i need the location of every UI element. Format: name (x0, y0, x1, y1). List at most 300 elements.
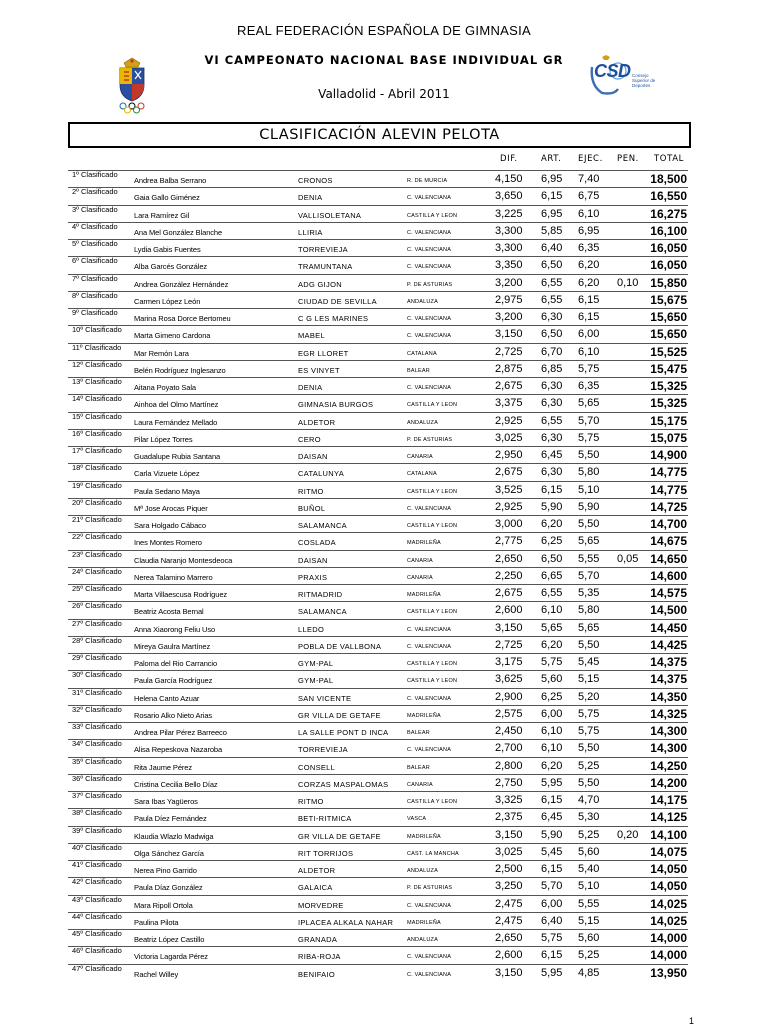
row-divider (68, 308, 688, 309)
row-dif-score: 3,200 (495, 311, 523, 323)
row-club: ALDETOR (298, 417, 336, 427)
row-divider (68, 325, 688, 326)
row-ejec-score: 6,20 (578, 276, 600, 289)
row-divider (68, 463, 688, 464)
table-row (0, 187, 768, 204)
row-art-score: 5,60 (541, 673, 563, 686)
table-row (0, 550, 768, 567)
row-total-score: 15,325 (650, 379, 687, 393)
row-art-score: 5,70 (541, 880, 563, 893)
row-dif-score: 3,250 (495, 880, 523, 893)
row-position: 31º Clasificado (72, 687, 122, 697)
row-divider (68, 843, 688, 844)
table-row (0, 826, 768, 843)
row-total-score: 15,525 (650, 344, 687, 359)
row-dif-score: 3,025 (495, 845, 523, 858)
row-gymnast-name: Aitana Poyato Sala (134, 383, 196, 392)
row-total-score: 14,425 (650, 637, 687, 652)
row-divider (68, 498, 688, 499)
row-region: CASTILLA Y LEON (407, 678, 458, 685)
row-total-score: 14,350 (650, 689, 687, 704)
row-art-score: 6,85 (541, 362, 563, 375)
row-divider (68, 912, 688, 913)
row-ejec-score: 5,65 (578, 397, 600, 410)
row-club: BUÑOL (298, 503, 326, 513)
row-divider (68, 187, 688, 188)
row-art-score: 6,25 (541, 690, 563, 703)
row-dif-score: 3,150 (495, 828, 523, 841)
row-ejec-score: 5,50 (578, 776, 600, 789)
row-divider (68, 239, 688, 240)
row-position: 10º Clasificado (72, 325, 122, 335)
row-club: BENIFAIO (298, 969, 335, 979)
row-dif-score: 2,600 (495, 604, 523, 617)
row-club: DENIA (298, 193, 323, 203)
row-region: C. VALENCIANA (407, 247, 452, 253)
row-ejec-score: 6,15 (578, 311, 600, 323)
row-divider (68, 170, 688, 171)
row-gymnast-name: Paloma del Rio Carrancio (134, 659, 218, 668)
row-position: 14º Clasificado (72, 394, 122, 404)
row-dif-score: 3,025 (495, 431, 523, 444)
row-position: 9º Clasificado (72, 308, 118, 317)
row-position: 4º Clasificado (72, 221, 118, 231)
row-dif-score: 3,225 (495, 207, 523, 220)
table-row (0, 946, 768, 963)
row-total-score: 14,100 (650, 827, 687, 842)
row-total-score: 15,850 (650, 275, 687, 290)
row-total-score: 16,275 (650, 206, 687, 221)
row-gymnast-name: Olga Sánchez García (134, 848, 204, 858)
row-region: CASTILLA Y LEON (407, 402, 458, 409)
row-gymnast-name: Belén Rodríguez Inglesanzo (134, 365, 226, 375)
row-gymnast-name: Gaia Gallo Giménez (134, 193, 200, 203)
row-region: C. VALENCIANA (407, 954, 452, 961)
row-region: C. VALENCIANA (407, 264, 452, 271)
row-club: CATALUNYA (298, 469, 345, 479)
row-gymnast-name: Pilar López Torres (134, 434, 193, 444)
row-dif-score: 2,650 (495, 552, 523, 565)
row-art-score: 6,65 (541, 569, 563, 582)
row-dif-score: 2,250 (495, 569, 523, 582)
row-position: 26º Clasificado (72, 601, 122, 611)
row-total-score: 16,050 (650, 258, 687, 273)
table-row (0, 584, 768, 601)
row-total-score: 14,675 (650, 534, 687, 549)
row-position: 17º Clasificado (72, 446, 122, 455)
col-header-dif: DIF. (500, 154, 518, 164)
row-ejec-score: 4,85 (578, 966, 600, 979)
row-divider (68, 601, 688, 602)
classification-title-box (68, 122, 691, 148)
row-club: SALAMANCA (298, 521, 347, 530)
row-position: 42º Clasificado (72, 877, 122, 887)
row-dif-score: 3,325 (495, 794, 523, 806)
row-region: C. VALENCIANA (407, 643, 452, 650)
row-divider (68, 722, 688, 723)
row-divider (68, 757, 688, 758)
row-region: CASTILLA Y LEON (407, 609, 458, 616)
row-total-score: 14,700 (650, 517, 687, 531)
row-total-score: 15,675 (650, 292, 687, 307)
row-position: 1º Clasificado (72, 170, 118, 179)
row-club: DAISAN (298, 452, 328, 461)
row-gymnast-name: Rachel Willey (134, 969, 179, 979)
row-club: IPLACEA ALKALA NAHAR (298, 917, 394, 927)
row-total-score: 15,325 (650, 396, 687, 411)
row-divider (68, 636, 688, 637)
row-divider (68, 653, 688, 654)
row-art-score: 5,75 (541, 932, 563, 944)
table-row (0, 705, 768, 722)
row-gymnast-name: Sara Holgado Cábaco (134, 521, 206, 530)
row-position: 33º Clasificado (72, 722, 122, 731)
row-gymnast-name: Marta Villaescusa Rodríguez (134, 590, 228, 599)
row-divider (68, 412, 688, 413)
federation-name: REAL FEDERACIÓN ESPAÑOLA DE GIMNASIA (237, 23, 531, 38)
row-club: ALDETOR (298, 866, 336, 875)
row-dif-score: 2,375 (495, 811, 523, 824)
row-total-score: 15,075 (650, 430, 687, 445)
row-art-score: 6,20 (541, 638, 563, 651)
row-dif-score: 2,950 (495, 449, 523, 461)
row-divider (68, 929, 688, 930)
row-divider (68, 515, 688, 516)
row-region: CASTILLA Y LEON (407, 212, 458, 219)
row-region: C. VALENCIANA (407, 385, 452, 391)
row-dif-score: 2,675 (495, 587, 523, 599)
row-ejec-score: 5,50 (578, 638, 600, 651)
row-region: C. VALENCIANA (407, 902, 452, 909)
row-total-score: 16,050 (650, 241, 687, 255)
row-art-score: 6,10 (541, 604, 563, 617)
row-divider (68, 532, 688, 533)
row-club: GYM-PAL (298, 659, 334, 668)
row-art-score: 6,25 (541, 535, 563, 548)
row-position: 21º Clasificado (72, 515, 122, 524)
table-row (0, 205, 768, 222)
csd-text-line-2: Superior de (632, 78, 656, 83)
row-club: VALLISOLETANA (298, 210, 362, 220)
row-dif-score: 3,375 (495, 397, 523, 410)
row-divider (68, 877, 688, 878)
table-row (0, 429, 768, 446)
row-position: 38º Clasificado (72, 808, 122, 818)
row-position: 40º Clasificado (72, 842, 122, 852)
row-ejec-score: 4,70 (578, 794, 600, 806)
row-art-score: 6,15 (541, 863, 563, 875)
row-gymnast-name: Mar Remón Lara (134, 348, 189, 358)
row-position: 35º Clasificado (72, 756, 122, 766)
row-art-score: 5,65 (541, 621, 563, 634)
row-club: EGR LLORET (298, 348, 349, 358)
row-position: 12º Clasificado (72, 359, 122, 369)
row-ejec-score: 6,15 (578, 293, 600, 306)
row-ejec-score: 7,40 (578, 173, 600, 185)
table-row (0, 394, 768, 411)
row-club: ES VINYET (298, 365, 340, 375)
row-position: 2º Clasificado (72, 187, 118, 197)
row-art-score: 6,00 (541, 707, 563, 720)
row-ejec-score: 5,75 (578, 431, 600, 444)
row-position: 37º Clasificado (72, 791, 122, 800)
row-club: CONSELL (298, 762, 336, 772)
row-gymnast-name: Mara Ripoll Ortola (134, 900, 193, 910)
row-gymnast-name: Mª Jose Arocas Piquer (134, 503, 208, 513)
row-position: 8º Clasificado (72, 290, 118, 300)
row-position: 36º Clasificado (72, 773, 122, 783)
row-divider (68, 291, 688, 292)
row-region: C. VALENCIANA (407, 505, 452, 512)
row-club: LA SALLE PONT D INCA (298, 728, 389, 737)
row-gymnast-name: Paula García Rodríguez (134, 676, 213, 686)
row-divider (68, 567, 688, 568)
row-total-score: 14,250 (650, 758, 687, 773)
row-art-score: 6,45 (541, 449, 563, 461)
table-row (0, 343, 768, 360)
row-gymnast-name: Andrea Pilar Pérez Barreeco (134, 728, 227, 737)
row-dif-score: 2,675 (495, 380, 523, 392)
row-dif-score: 2,925 (495, 500, 523, 513)
row-club: SALAMANCA (298, 607, 347, 617)
row-ejec-score: 5,50 (578, 518, 600, 530)
row-ejec-score: 5,50 (578, 449, 600, 461)
row-region: CASTILLA Y LEON (407, 523, 458, 529)
col-header-art: ART. (541, 154, 562, 164)
row-position: 29º Clasificado (72, 653, 122, 662)
row-club: GIMNASIA BURGOS (298, 400, 374, 410)
row-ejec-score: 5,75 (578, 362, 600, 375)
row-art-score: 5,75 (541, 656, 563, 668)
row-art-score: 5,90 (541, 828, 563, 841)
row-region: ANDALUZA (407, 298, 438, 305)
row-divider (68, 705, 688, 706)
csd-text-line-3: Deportes (632, 83, 651, 88)
row-ejec-score: 5,70 (578, 414, 600, 427)
table-row (0, 412, 768, 429)
row-club: RITMADRID (298, 590, 343, 599)
row-region: MADRILEÑA (407, 712, 441, 719)
row-total-score: 14,650 (650, 551, 687, 566)
row-position: 11º Clasificado (72, 342, 122, 352)
row-club: TRAMUNTANA (298, 262, 353, 272)
row-total-score: 15,475 (650, 361, 687, 376)
row-gymnast-name: Guadalupe Rubia Santana (134, 452, 221, 461)
row-region: CANARIA (407, 781, 433, 788)
row-ejec-score: 5,75 (578, 707, 600, 720)
row-position: 28º Clasificado (72, 635, 122, 645)
row-ejec-score: 6,00 (578, 328, 600, 341)
row-art-score: 6,15 (541, 949, 563, 962)
table-row (0, 670, 768, 687)
table-row (0, 601, 768, 618)
row-divider (68, 791, 688, 792)
row-gymnast-name: Anna Xiaorong Feliu Uso (134, 624, 216, 634)
row-dif-score: 2,450 (495, 725, 523, 737)
row-position: 43º Clasificado (72, 894, 122, 904)
row-region: MADRILEÑA (407, 833, 441, 840)
row-gymnast-name: Carmen López León (134, 296, 201, 306)
row-position: 3º Clasificado (72, 204, 118, 214)
row-gymnast-name: Paulina Pilota (134, 917, 179, 927)
row-region: VASCA (407, 816, 427, 823)
row-ejec-score: 6,35 (578, 380, 600, 392)
row-position: 24º Clasificado (72, 566, 122, 576)
row-region: C. VALENCIANA (407, 747, 452, 754)
row-club: BETI-RITMICA (298, 814, 352, 824)
row-position: 27º Clasificado (72, 618, 122, 628)
row-total-score: 14,500 (650, 603, 687, 618)
row-club: GRANADA (298, 935, 338, 944)
row-art-score: 6,55 (541, 276, 563, 289)
row-divider (68, 688, 688, 689)
row-total-score: 14,375 (650, 655, 687, 669)
row-region: CANARIA (407, 574, 433, 581)
row-dif-score: 3,175 (495, 656, 523, 668)
table-row (0, 843, 768, 860)
row-dif-score: 3,000 (495, 518, 523, 530)
row-ejec-score: 5,10 (578, 880, 600, 893)
table-row (0, 308, 768, 325)
row-gymnast-name: Andrea González Hernández (134, 279, 229, 289)
row-position: 39º Clasificado (72, 825, 122, 835)
table-row (0, 877, 768, 894)
row-club: RIT TORRIJOS (298, 848, 354, 858)
row-ejec-score: 5,25 (578, 828, 600, 841)
row-art-score: 6,15 (541, 483, 563, 496)
row-ejec-score: 5,40 (578, 863, 600, 875)
row-region: C. VALENCIANA (407, 695, 452, 702)
row-art-score: 6,15 (541, 794, 563, 806)
row-position: 46º Clasificado (72, 946, 122, 956)
row-divider (68, 946, 688, 947)
row-total-score: 18,500 (650, 172, 687, 186)
table-row (0, 222, 768, 239)
row-ejec-score: 6,20 (578, 259, 600, 272)
row-region: CANARIA (407, 557, 433, 564)
row-total-score: 14,300 (650, 724, 687, 738)
row-gymnast-name: Victoria Lagarda Pérez (134, 952, 208, 962)
row-club: DAISAN (298, 555, 328, 565)
row-total-score: 14,025 (650, 896, 687, 911)
row-total-score: 14,025 (650, 913, 687, 928)
row-club: DENIA (298, 383, 323, 392)
row-club: TORREVIEJA (298, 245, 348, 254)
row-club: GR VILLA DE GETAFE (298, 831, 381, 841)
row-penalty: 0,20 (617, 828, 639, 841)
row-dif-score: 3,150 (495, 328, 523, 341)
row-art-score: 6,10 (541, 742, 563, 755)
row-total-score: 14,600 (650, 568, 687, 583)
row-ejec-score: 6,75 (578, 190, 600, 203)
row-art-score: 6,50 (541, 328, 563, 341)
row-gymnast-name: Paula Díaz González (134, 883, 203, 893)
row-ejec-score: 5,35 (578, 587, 600, 599)
row-gymnast-name: Mireya Gaulra Martínez (134, 641, 211, 651)
row-penalty: 0,10 (617, 276, 639, 289)
row-club: CRONOS (298, 176, 333, 185)
row-club: TORREVIEJA (298, 745, 348, 755)
row-art-score: 6,55 (541, 293, 563, 306)
row-position: 45º Clasificado (72, 929, 122, 938)
table-row (0, 446, 768, 463)
row-position: 19º Clasificado (72, 480, 122, 490)
row-region: P. DE ASTURIAS (407, 436, 453, 443)
row-gymnast-name: Laura Fernández Mellado (134, 417, 218, 427)
row-total-score: 16,100 (650, 223, 687, 238)
row-ejec-score: 5,60 (578, 845, 600, 858)
row-gymnast-name: Marina Rosa Dorce Bertomeu (134, 314, 231, 323)
row-art-score: 6,95 (541, 173, 563, 185)
row-art-score: 6,45 (541, 811, 563, 824)
row-dif-score: 2,725 (495, 638, 523, 651)
row-total-score: 13,950 (650, 965, 687, 980)
row-dif-score: 2,900 (495, 690, 523, 703)
row-total-score: 14,725 (650, 499, 687, 514)
row-position: 7º Clasificado (72, 273, 118, 283)
row-total-score: 14,375 (650, 672, 687, 687)
row-dif-score: 2,600 (495, 949, 523, 962)
row-art-score: 6,40 (541, 914, 563, 927)
row-art-score: 5,90 (541, 500, 563, 513)
row-region: CANARIA (407, 454, 433, 460)
row-ejec-score: 5,75 (578, 725, 600, 737)
row-region: P. DE ASTURIAS (407, 885, 453, 892)
row-dif-score: 2,575 (495, 707, 523, 720)
table-row (0, 653, 768, 670)
row-total-score: 14,000 (650, 948, 687, 963)
row-region: CATALANA (407, 350, 437, 357)
row-gymnast-name: Klaudia Wlazlo Madwiga (134, 831, 214, 841)
row-total-score: 14,000 (650, 931, 687, 945)
row-ejec-score: 5,15 (578, 673, 600, 686)
row-divider (68, 446, 688, 447)
row-total-score: 14,175 (650, 793, 687, 807)
table-row (0, 860, 768, 877)
row-dif-score: 2,700 (495, 742, 523, 755)
row-total-score: 14,775 (650, 465, 687, 480)
classification-title: CLASIFICACIÓN ALEVIN PELOTA (259, 127, 500, 143)
row-total-score: 15,175 (650, 413, 687, 428)
row-gymnast-name: Nerea Talamino Marrero (134, 572, 213, 582)
row-art-score: 5,95 (541, 776, 563, 789)
row-dif-score: 3,300 (495, 242, 523, 254)
row-total-score: 14,075 (650, 844, 687, 859)
row-ejec-score: 6,35 (578, 242, 600, 254)
row-ejec-score: 5,45 (578, 656, 600, 668)
row-ejec-score: 6,10 (578, 345, 600, 358)
row-gymnast-name: Helena Canto Azuar (134, 693, 200, 703)
row-position: 34º Clasificado (72, 739, 122, 749)
row-art-score: 5,45 (541, 845, 563, 858)
row-ejec-score: 5,65 (578, 621, 600, 634)
row-divider (68, 481, 688, 482)
row-gymnast-name: Ines Montes Romero (134, 538, 202, 548)
table-row (0, 532, 768, 549)
row-region: CASTILLA Y LEON (407, 488, 458, 495)
row-region: C. VALENCIANA (407, 971, 452, 978)
row-total-score: 14,450 (650, 620, 687, 635)
row-art-score: 6,70 (541, 345, 563, 358)
table-row (0, 774, 768, 791)
row-position: 15º Clasificado (72, 411, 122, 421)
row-divider (68, 584, 688, 585)
row-club: CERO (298, 434, 321, 444)
row-dif-score: 2,975 (495, 293, 523, 306)
col-header-ejec: EJEC. (578, 154, 603, 164)
row-divider (68, 394, 688, 395)
row-club: CORZAS MASPALOMAS (298, 779, 389, 789)
